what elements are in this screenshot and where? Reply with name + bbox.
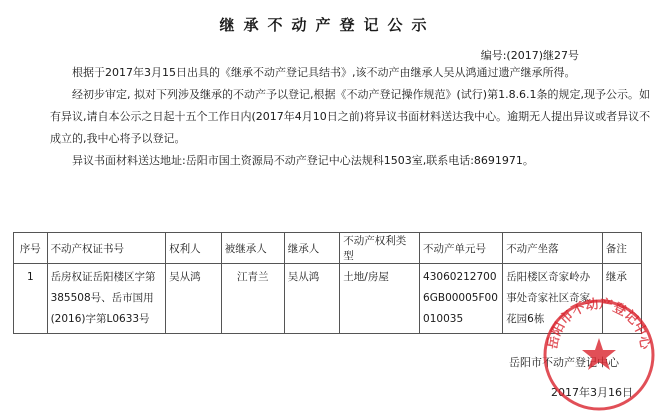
- header-cert-no: 不动产权证书号: [47, 233, 166, 264]
- header-location: 不动产坐落: [503, 233, 603, 264]
- header-remark: 备注: [602, 233, 641, 264]
- cell-remark: 继承: [602, 264, 641, 334]
- issuing-organization: 岳阳市不动产登记中心: [509, 356, 619, 369]
- header-decedent: 被继承人: [221, 233, 284, 264]
- table-header-row: [14, 233, 642, 264]
- svg-text:岳阳市不动产登记中心: 岳阳市不动产登记中心: [545, 297, 653, 351]
- paragraph-basis: 根据于2017年3月15日出具的《继承不动产登记具结书》,该不动产由继承人吴从鸿通过遗产继承所得。: [72, 66, 576, 79]
- header-no: 序号: [14, 233, 48, 264]
- cell-right-holder: 吴从鸿: [166, 264, 222, 334]
- cell-decedent: 江青兰: [221, 264, 284, 334]
- notice-body: [50, 62, 655, 172]
- header-heir: 继承人: [284, 233, 340, 264]
- cell-right-type: 土地/房屋: [340, 264, 420, 334]
- official-seal-icon: [540, 296, 655, 414]
- cell-cert-no: 岳房权证岳阳楼区字第385508号、岳市国用(2016)字第L0633号: [47, 264, 166, 334]
- paragraph-review: 经初步审定, 拟对下列涉及继承的不动产予以登记,根据《不动产登记操作规范》(试行)第1.8.6.1条的规定,现予公示。如有异议,请自本公示之日起十五个工作日内(2017年4月10日之前)将异议书面材料送达我中心。逾期无人提出异议或者异议不成立的,我中心将予以登记。: [50, 88, 651, 145]
- issue-date: 2017年3月16日: [551, 386, 633, 399]
- header-right-type: 不动产权利类型: [340, 233, 420, 264]
- cell-no: 1: [14, 264, 48, 334]
- cell-unit-no: 430602127006GB00005F00010035: [420, 264, 503, 334]
- header-unit-no: 不动产单元号: [420, 233, 503, 264]
- header-right-holder: 权利人: [166, 233, 222, 264]
- paragraph-address: 异议书面材料送达地址:岳阳市国土资源局不动产登记中心法规科1503室,联系电话:8691971。: [72, 154, 534, 167]
- cell-heir: 吴从鸿: [284, 264, 340, 334]
- cell-location: 岳阳楼区奇家岭办事处奇家社区奇家花园6栋: [503, 264, 603, 334]
- page-title: 继承不动产登记公示: [219, 16, 436, 34]
- document-number: 编号:(2017)继27号: [480, 49, 579, 62]
